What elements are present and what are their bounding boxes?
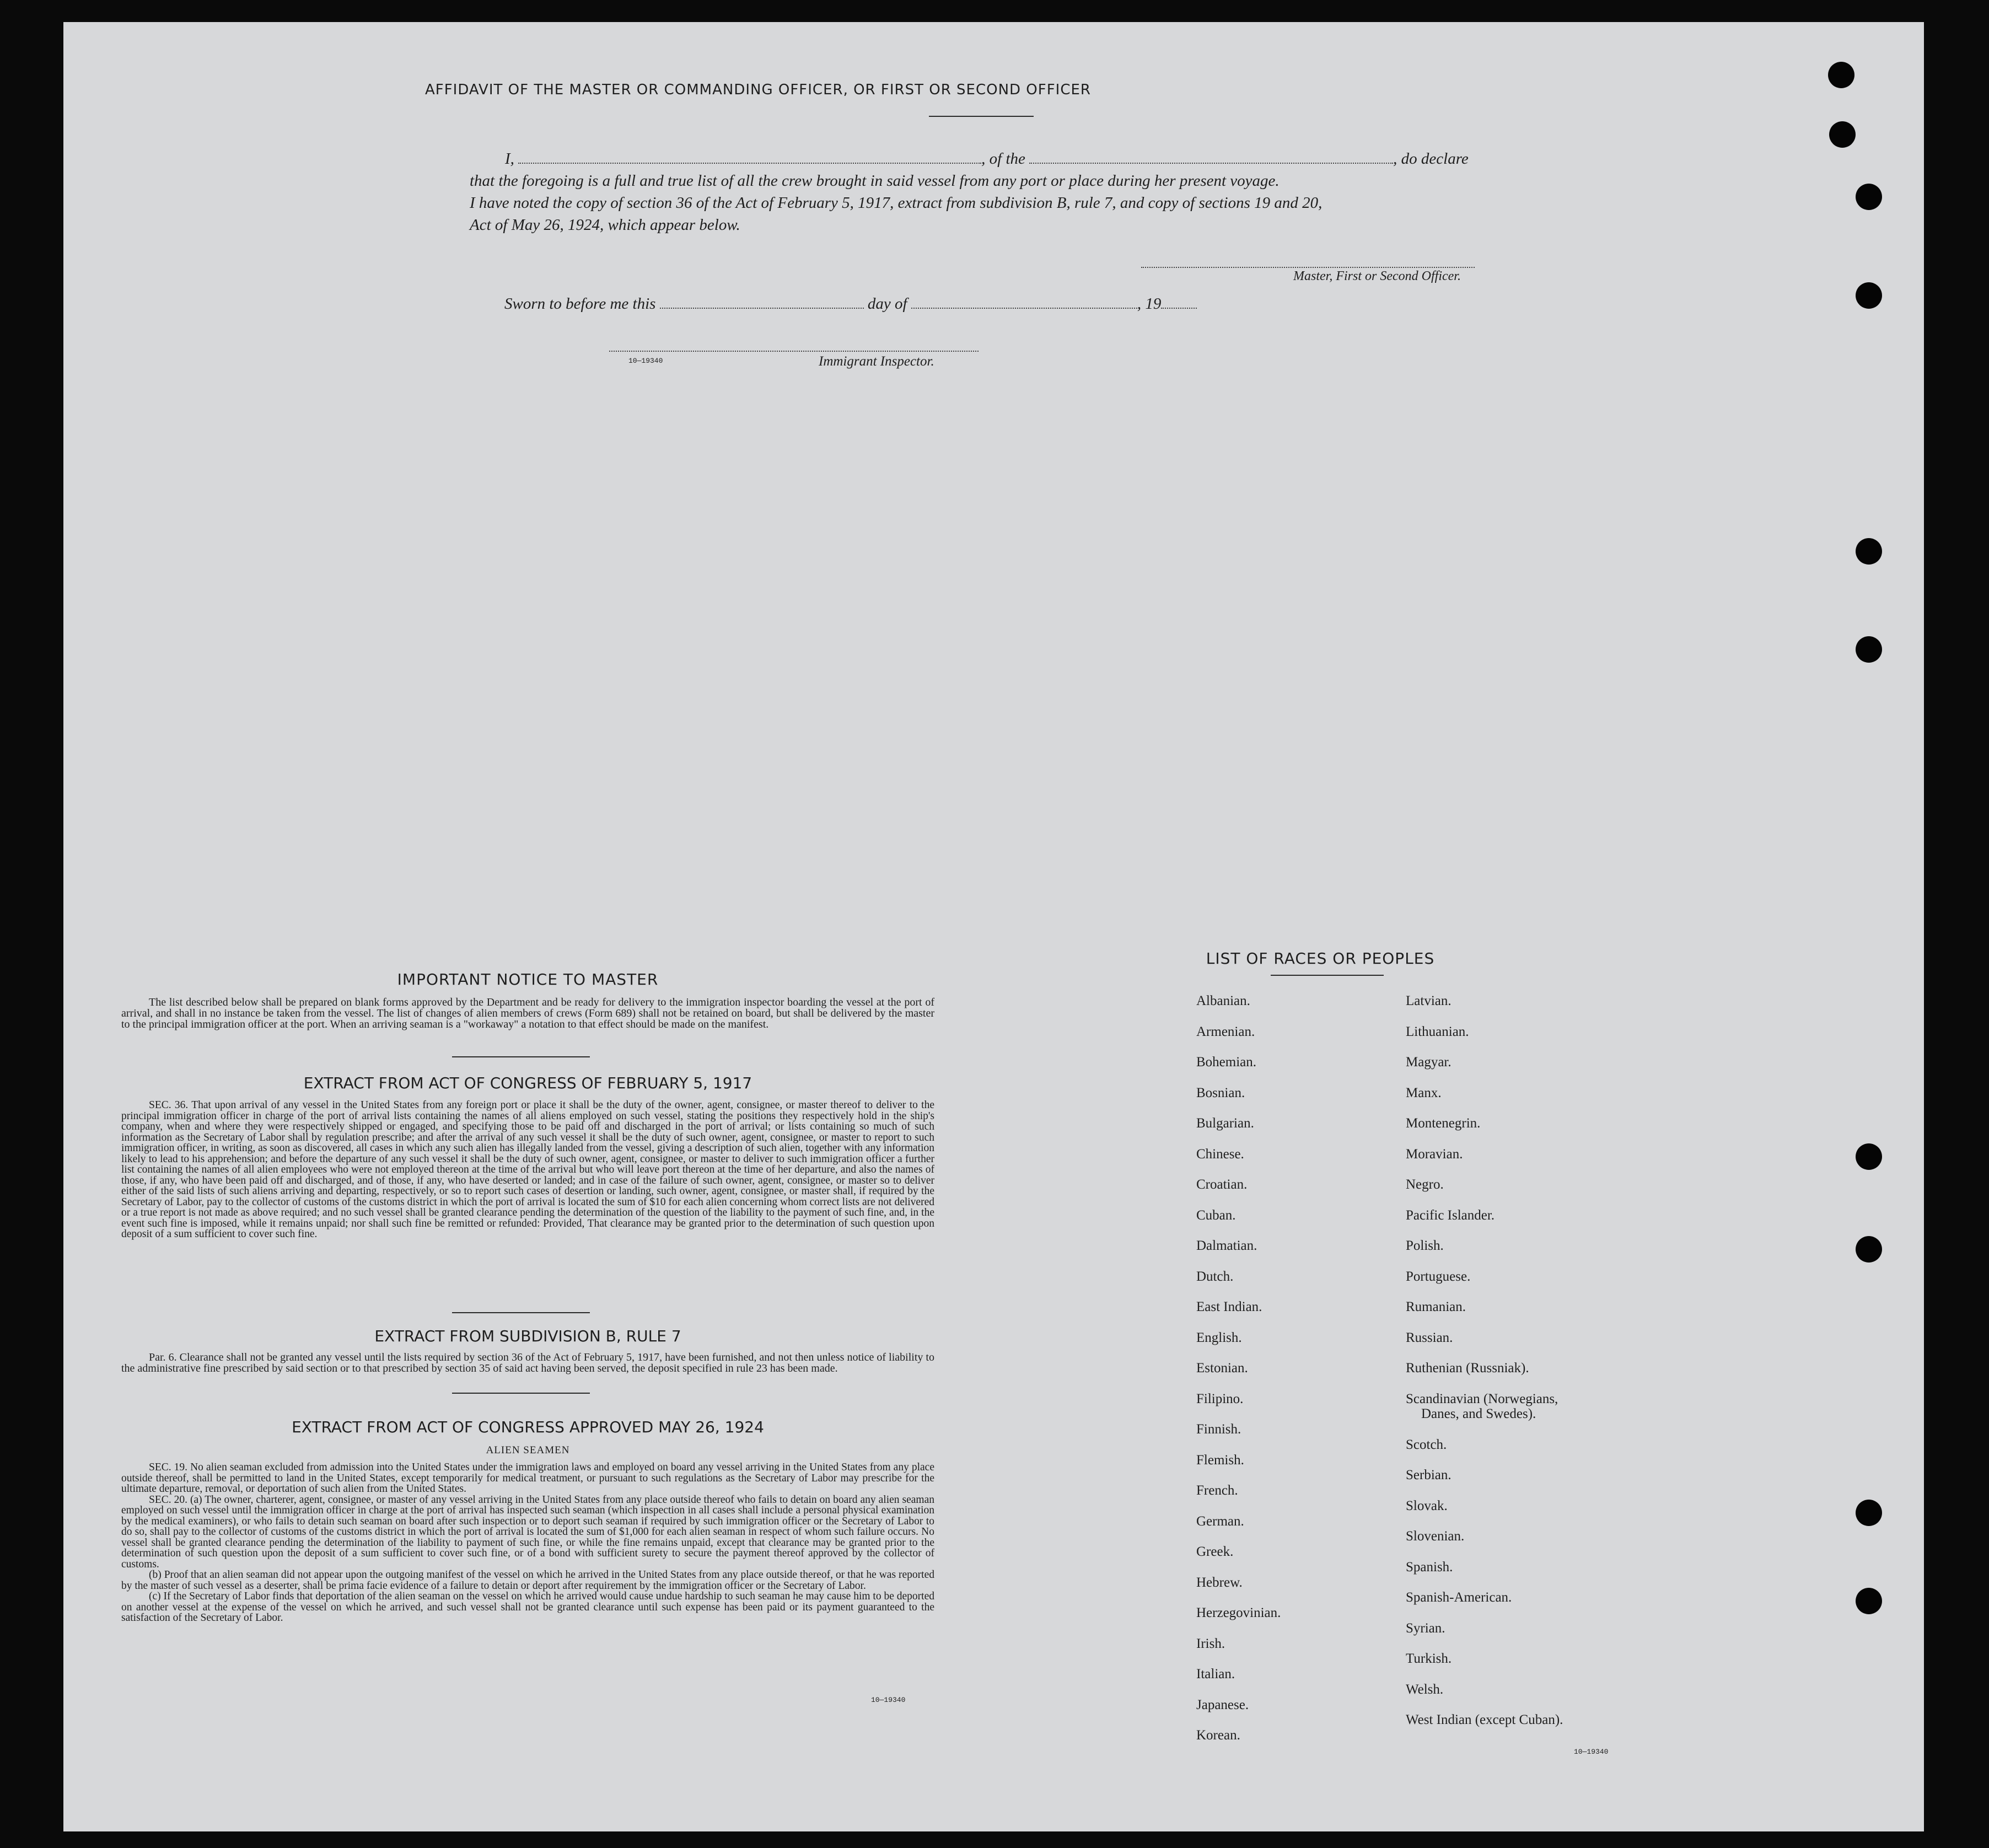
punch-hole	[1829, 121, 1856, 148]
race-item: Manx.	[1406, 1085, 1442, 1100]
sworn-day-field[interactable]	[660, 294, 864, 309]
race-item: Finnish.	[1196, 1422, 1241, 1437]
extract-1924-title: EXTRACT FROM ACT OF CONGRESS APPROVED MAY 26, 1924	[292, 1418, 764, 1436]
race-item: Irish.	[1196, 1636, 1225, 1651]
notice-text: The list described below shall be prepared on blank forms approved by the Department and be ready for delivery to the immigration inspector boarding the vessel at the port of arrival, and shall in no instance be taken from the vessel. The list of changes of alien members of crews (Form 689) shall not be retained on board, but shall be delivered by the master to the principal immigration officer at the port. When an arriving seaman is a "workaway" a notation to that effect should be made on the manifest.	[121, 996, 934, 1030]
race-item: Dalmatian.	[1196, 1238, 1257, 1253]
inspector-caption: Immigrant Inspector.	[819, 354, 934, 369]
sec-20b-text: (b) Proof that an alien seaman did not appear upon the outgoing manifest of the vessel on which he arrived in the United States from any place outside thereof, or that he was reported by the master of such vessel as a deserter, shall be prima facie evidence of a failure to detain or deport after requirement by the immigration officer or the Secretary of Labor.	[121, 1569, 934, 1592]
race-item: Herzegovinian.	[1196, 1605, 1281, 1620]
races-column-left	[1196, 993, 1281, 1759]
notice-rule	[452, 1056, 590, 1057]
race-item: Croatian.	[1196, 1177, 1248, 1192]
declaration-line-2: that the foregoing is a full and true list of all the crew brought in said vessel from any port or place during her present voyage.	[470, 172, 1280, 190]
race-item: Syrian.	[1406, 1620, 1445, 1636]
race-item: Serbian.	[1406, 1468, 1452, 1482]
race-item: Flemish.	[1196, 1452, 1244, 1468]
of-the-label: , of the	[981, 150, 1025, 168]
punch-hole	[1828, 62, 1854, 88]
master-caption: Master, First or Second Officer.	[1293, 269, 1461, 283]
affidavit-title: AFFIDAVIT OF THE MASTER OR COMMANDING OFFICER, OR FIRST OR SECOND OFFICER	[424, 82, 1091, 98]
document-page	[63, 22, 1924, 1831]
sworn-year-field[interactable]	[1161, 294, 1197, 309]
punch-hole	[1856, 1500, 1882, 1526]
declarant-name-field[interactable]	[518, 149, 981, 164]
punch-hole	[1856, 538, 1882, 565]
extract-1917-rule	[452, 1312, 590, 1313]
sec-20c-text: (c) If the Secretary of Labor finds that deportation of the alien seaman on the vessel on which he arrived would cause undue hardship to such seaman he may cause him to be deported on another vessel at the expense of the vessel on which he arrived, and such vessel shall not be granted clearance until such expense has been paid or its payment guaranteed to the satisfaction of the Secretary of Labor.	[121, 1591, 934, 1624]
race-item: Estonian.	[1196, 1361, 1248, 1376]
race-item: Negro.	[1406, 1177, 1444, 1192]
race-item: Scandinavian (Norwegians,	[1406, 1391, 1558, 1406]
year-label: , 19	[1137, 295, 1162, 313]
race-item: Bohemian.	[1196, 1055, 1257, 1070]
sworn-label: Sworn to before me this	[504, 295, 656, 313]
races-rule	[1271, 975, 1384, 976]
title-rule	[929, 116, 1034, 117]
race-item: Pacific Islander.	[1406, 1207, 1495, 1223]
race-item: Filipino.	[1196, 1391, 1244, 1406]
extract-form-number: 10—19340	[871, 1696, 906, 1704]
race-item: Scotch.	[1406, 1437, 1447, 1452]
notice-title: IMPORTANT NOTICE TO MASTER	[397, 970, 659, 989]
do-declare-label: , do declare	[1393, 150, 1469, 168]
extract-1917-text: SEC. 36. That upon arrival of any vessel in the United States from any foreign port or place it shall be the duty of the owner, agent, consignee, or master thereof to deliver to the principal immigration officer in charge of the port of arrival lists containing the names of all aliens employed on such vessel, stating the positions they respectively hold in the ship's company, when and where they were respectively shipped or engaged, and specifying those to be paid off and discharged in the port of arrival; or lists containing so much of such information as the Secretary of Labor shall by regulation prescribe; and after the arrival of any such vessel it shall be the duty of such owner, agent, consignee, or master to report to such immigration officer, in writing, as soon as discovered, all cases in which any such alien has illegally landed from the vessel, giving a description of such alien, together with any information likely to lead to his apprehension; and before the departure of any such vessel it shall be the duty of such owner, agent, consignee, or master to deliver to such immigration officer a further list containing the names of all alien employees who were not employed thereon at the time of the arrival but who will leave port thereon at the time of her departure, and also the names of those, if any, who have been paid off and discharged, and of those, if any, who have deserted or landed; and in case of the failure of such owner, agent, consignee, or master so to deliver either of the said lists of such aliens arriving and departing, respectively, or so to report such cases of desertion or landing, such owner, agent, consignee, or master shall, if required by the Secretary of Labor, pay to the collector of customs of the customs district in which the port of arrival is located the sum of $10 for each alien concerning whom correct lists are not delivered or a true report is not made as above required; and no such vessel shall be granted clearance pending the determination of the question of the liability to the payment of such fine, and, in the event such fine is imposed, while it remains unpaid; nor shall such fine be remitted or refunded: Provided, That clearance may be granted prior to the determination of such question upon deposit of a sum sufficient to cover such fine.	[121, 1099, 934, 1240]
race-item: English.	[1196, 1330, 1242, 1345]
race-item: Hebrew.	[1196, 1575, 1243, 1590]
sec-20a-text: SEC. 20. (a) The owner, charterer, agent, consignee, or master of any vessel arriving in the United States from any place outside thereof who fails to detain on board any alien seaman employed on such vessel until the immigration officer in charge at the port of arrival has inspected such seaman (which inspection in all cases shall include a personal physical examination by the medical examiners), or who fails to detain such seaman on board after such inspection or to deport such seaman if required by such immigration officer or the Secretary of Labor to do so, shall pay to the collector of customs of the customs district in which the port of arrival is located the sum of $1,000 for each alien seaman in respect of whom such failure occurs. No vessel shall be granted clearance pending the determination of the liability to payment of such fine, or while the fine remains unpaid, except that clearance may be granted prior to the determination of such question upon the deposit of a sum sufficient to cover such fine, or of a bond with sufficient surety to secure the payment thereof approved by the collector of customs.	[121, 1494, 934, 1570]
race-item: Greek.	[1196, 1544, 1234, 1559]
punch-hole	[1856, 184, 1882, 210]
races-column-right	[1406, 993, 1563, 1743]
race-item: French.	[1196, 1483, 1238, 1498]
rule7-text: Par. 6. Clearance shall not be granted any vessel until the lists required by section 36 of the Act of February 5, 1917, have been furnished, and not then unless notice of liability to the administrative fine prescribed by said section or to that prescribed by section 35 of said act having been served, the deposit specified in rule 23 has been made.	[121, 1351, 934, 1374]
race-item: Rumanian.	[1406, 1299, 1466, 1314]
race-item: Dutch.	[1196, 1269, 1234, 1284]
races-title: LIST OF RACES OR PEOPLES	[1206, 949, 1435, 968]
extract-1924-body	[121, 1462, 934, 1624]
race-item: Russian.	[1406, 1330, 1453, 1345]
race-item: Polish.	[1406, 1238, 1444, 1253]
race-item: Spanish.	[1406, 1559, 1453, 1575]
race-item: Bulgarian.	[1196, 1116, 1254, 1131]
punch-hole	[1856, 282, 1882, 309]
sec-19-text: SEC. 19. No alien seaman excluded from admission into the United States under the immigration laws and employed on board any vessel arriving in the United States from any place outside thereof, shall be permitted to land in the United States, except temporarily for medical treatment, or pursuant to such regulations as the Secretary of Labor may prescribe for the ultimate departure, removal, or deportation of such alien from the United States.	[121, 1462, 934, 1495]
race-item: Chinese.	[1196, 1146, 1244, 1162]
punch-hole	[1856, 1236, 1882, 1263]
master-signature-line[interactable]	[1141, 267, 1475, 268]
race-item: Turkish.	[1406, 1651, 1452, 1666]
inspector-signature-line[interactable]	[609, 351, 979, 352]
punch-hole	[1856, 1143, 1882, 1170]
affidavit-declaration	[470, 148, 1561, 236]
race-item: East Indian.	[1196, 1299, 1262, 1314]
race-item: Japanese.	[1196, 1697, 1249, 1712]
extract-1917-title: EXTRACT FROM ACT OF CONGRESS OF FEBRUARY 5, 1917	[303, 1074, 752, 1092]
race-item: Magyar.	[1406, 1055, 1452, 1070]
declaration-line-4: Act of May 26, 1924, which appear below.	[470, 216, 740, 234]
race-item: West Indian (except Cuban).	[1406, 1712, 1563, 1727]
race-item: Italian.	[1196, 1667, 1235, 1682]
race-item: German.	[1196, 1513, 1244, 1529]
race-item: Bosnian.	[1196, 1085, 1245, 1100]
race-item: Welsh.	[1406, 1682, 1444, 1697]
race-item: Montenegrin.	[1406, 1116, 1481, 1131]
race-item: Ruthenian (Russniak).	[1406, 1361, 1529, 1376]
vessel-name-field[interactable]	[1029, 149, 1393, 164]
races-form-number: 10—19340	[1574, 1748, 1609, 1756]
race-item: Lithuanian.	[1406, 1024, 1469, 1039]
race-item: Portuguese.	[1406, 1269, 1471, 1284]
punch-hole	[1856, 636, 1882, 663]
rule7-title: EXTRACT FROM SUBDIVISION B, RULE 7	[374, 1327, 681, 1345]
sworn-line	[504, 294, 1197, 313]
race-item: Slovak.	[1406, 1498, 1448, 1513]
race-item: Korean.	[1196, 1728, 1240, 1743]
declarant-label: I,	[505, 150, 514, 168]
declaration-line-3: I have noted the copy of section 36 of the Act of February 5, 1917, extract from subdivision B, rule 7, and copy of sections 19 and 20,	[470, 194, 1323, 212]
race-item: Moravian.	[1406, 1146, 1463, 1162]
race-item: Latvian.	[1406, 993, 1452, 1008]
declaration-line-1	[470, 148, 1561, 170]
race-item: Albanian.	[1196, 993, 1250, 1008]
race-item: Cuban.	[1196, 1207, 1236, 1223]
affidavit-form-number: 10—19340	[628, 357, 663, 365]
race-item: Spanish-American.	[1406, 1590, 1512, 1605]
race-item: Danes, and Swedes).	[1421, 1406, 1536, 1421]
rule7-rule	[452, 1393, 590, 1394]
sworn-month-field[interactable]	[911, 294, 1137, 309]
punch-hole	[1856, 1588, 1882, 1614]
day-of-label: day of	[867, 295, 907, 313]
race-item: Armenian.	[1196, 1024, 1255, 1039]
alien-seamen-subtitle: ALIEN SEAMEN	[486, 1444, 570, 1456]
race-item: Slovenian.	[1406, 1529, 1465, 1544]
